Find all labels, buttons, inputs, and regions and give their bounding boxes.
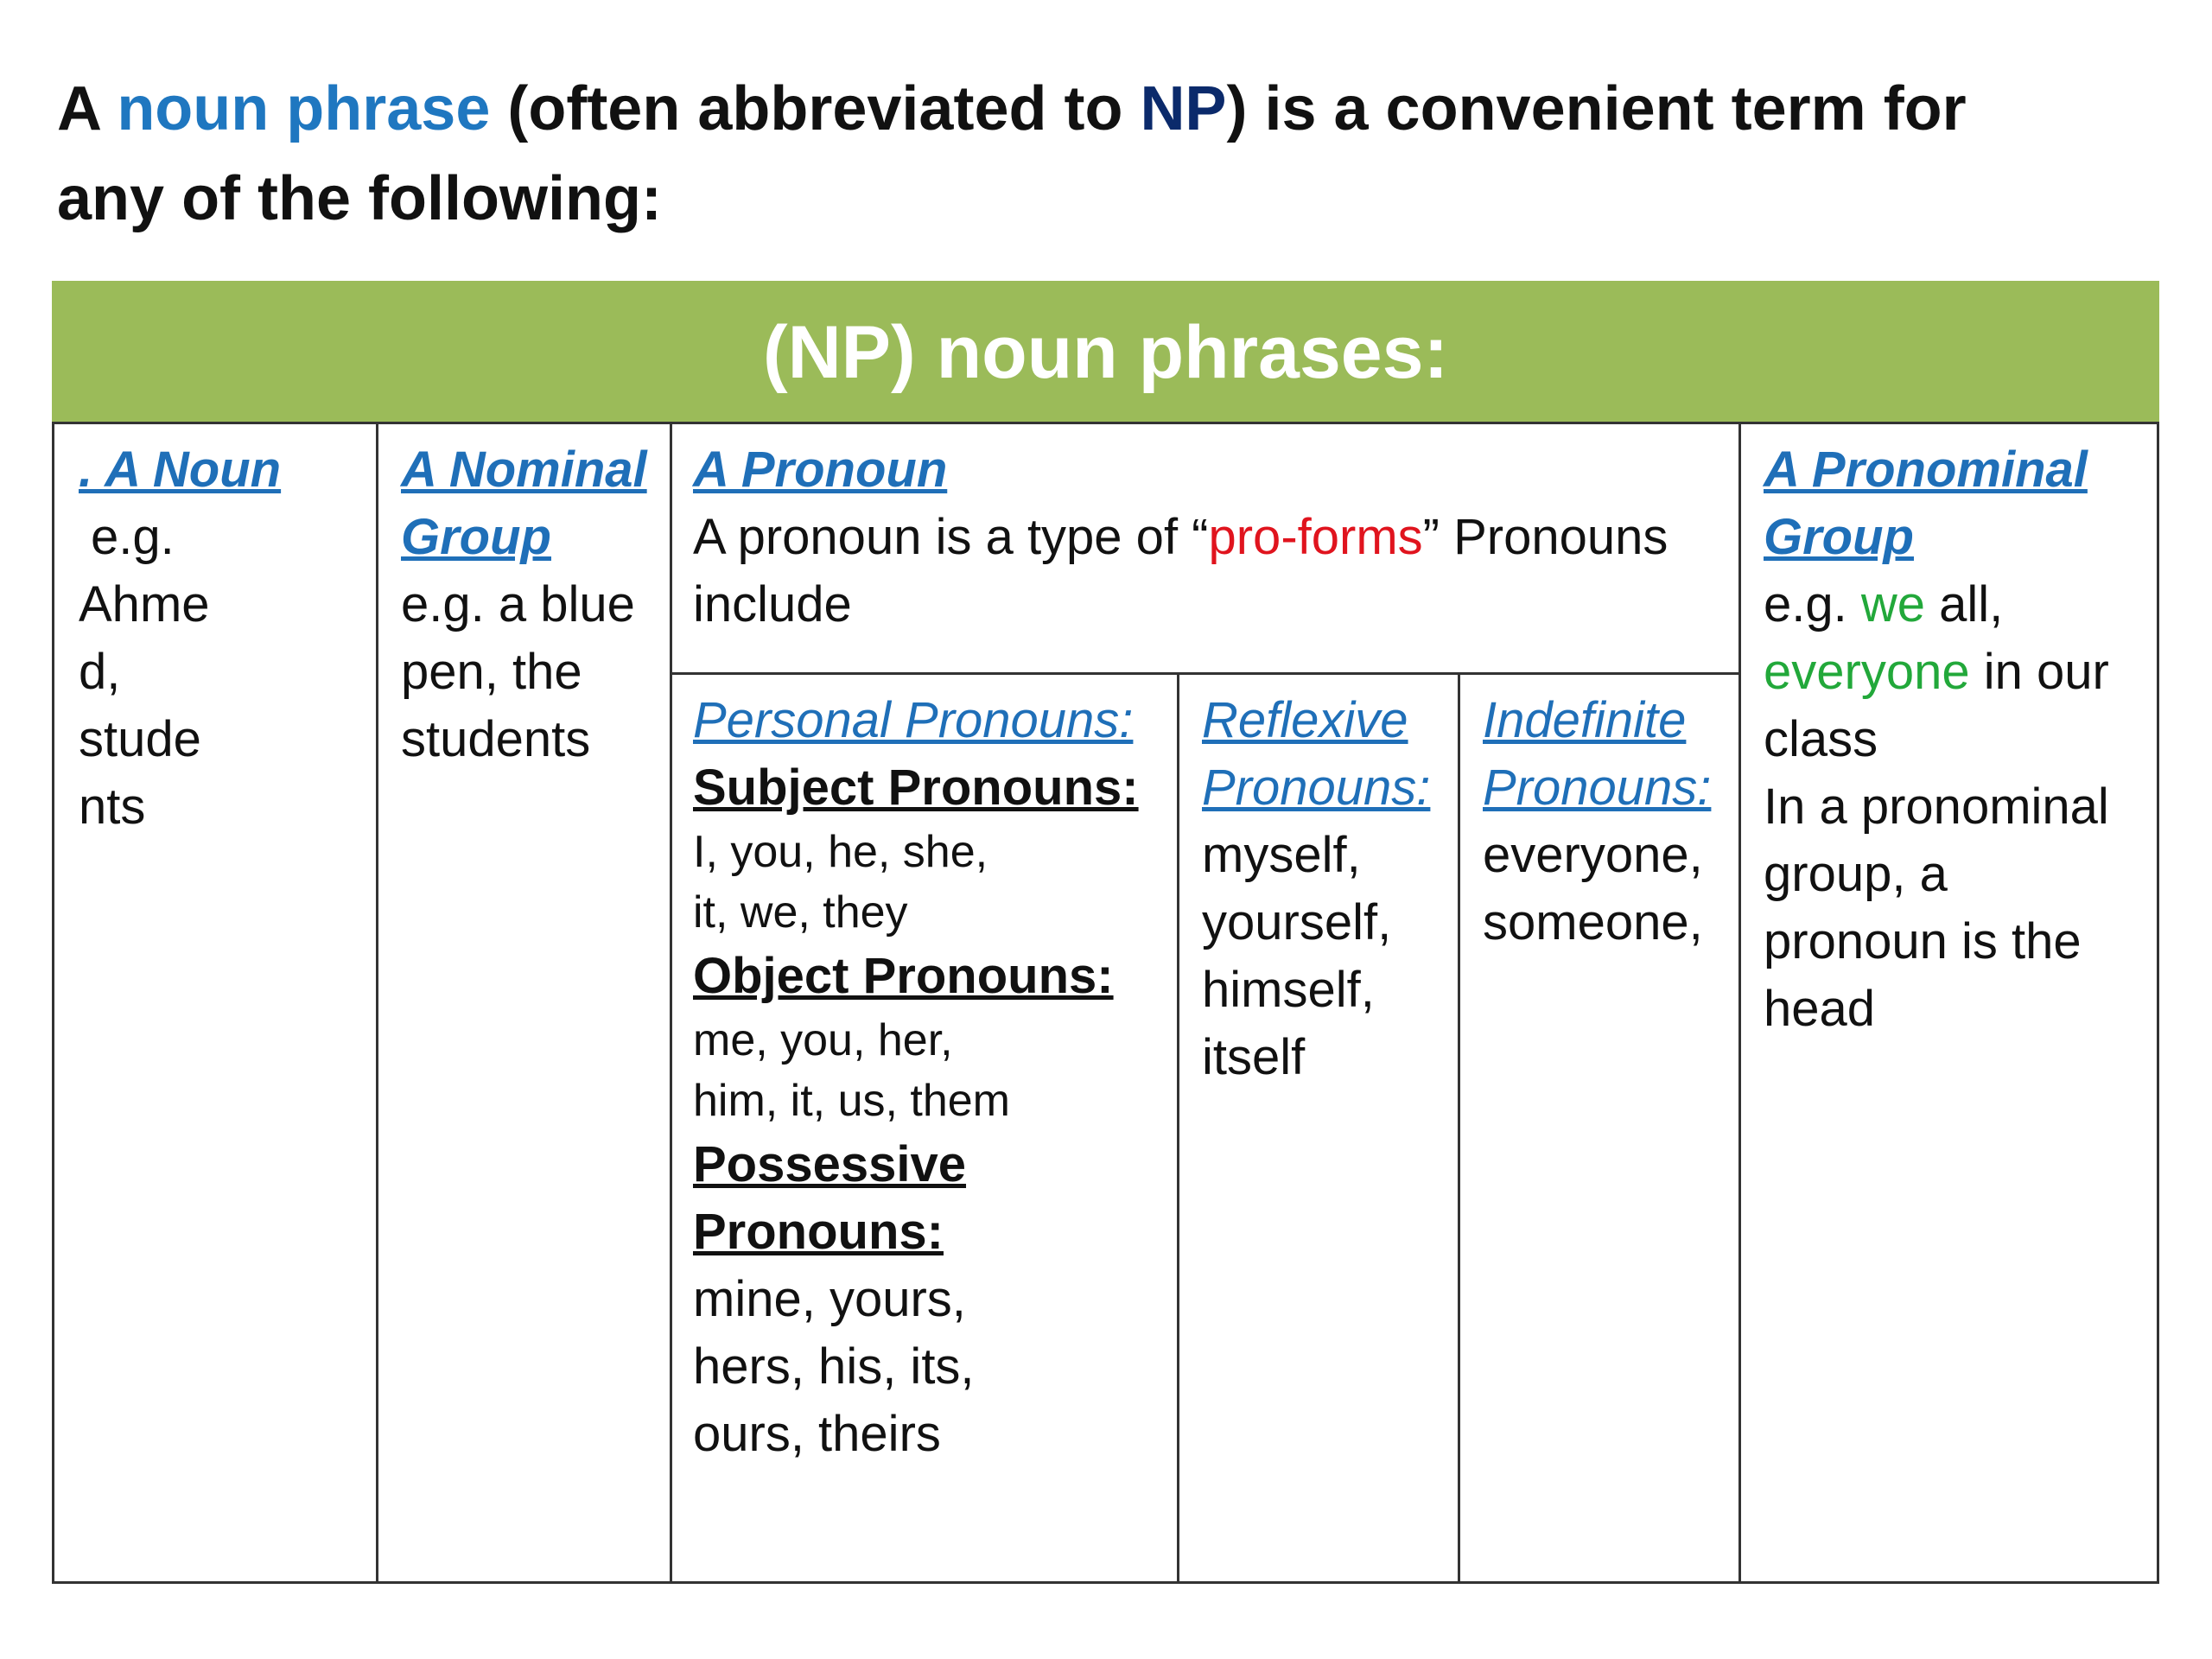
title-line-2: any of the following: <box>57 164 662 233</box>
nominal-group-heading-line-1: A Nominal <box>401 442 647 498</box>
title-noun-phrase: noun phrase <box>117 74 491 143</box>
subject-pronouns-line-1: I, you, he, she, <box>693 827 988 877</box>
pronominal-group-heading-line-1: A Pronominal <box>1764 442 2088 498</box>
pronoun-desc-before: A pronoun is a type of “ <box>693 509 1209 565</box>
pronoun-header-cell <box>671 423 1740 674</box>
nominal-group-heading-link[interactable] <box>401 436 647 571</box>
pronominal-desc-line-3: pronoun is the <box>1764 913 2082 969</box>
nominal-group-column <box>378 423 671 1583</box>
nominal-group-line-1: e.g. a blue <box>401 576 635 632</box>
possessive-pronouns-line-3: ours, theirs <box>693 1406 941 1462</box>
nominal-group-line-2: pen, the <box>401 644 582 700</box>
possessive-pronouns-heading <box>693 1131 966 1266</box>
noun-line-1: e.g. <box>91 509 175 565</box>
pronoun-desc-highlight: pro-forms <box>1208 509 1423 565</box>
reflexive-line-1: myself, <box>1202 827 1361 883</box>
pronoun-heading-link[interactable]: A Pronoun <box>693 442 948 498</box>
pronominal-group-heading-link[interactable] <box>1764 436 2088 571</box>
object-pronouns-heading: Object Pronouns: <box>693 948 1114 1004</box>
indefinite-pronouns-cell <box>1459 674 1740 1583</box>
pronominal-desc-line-2: group, a <box>1764 846 1948 902</box>
reflexive-pronouns-heading-link[interactable] <box>1202 687 1430 822</box>
noun-line-3: d, <box>79 644 121 700</box>
reflexive-line-4: itself <box>1202 1029 1306 1085</box>
reflexive-pronouns-cell <box>1179 674 1459 1583</box>
table-banner: (NP) noun phrases: <box>54 283 2158 423</box>
pronoun-desc-after: ” Pronouns include <box>693 509 1669 632</box>
indefinite-line-2: someone, <box>1483 894 1703 950</box>
pronominal-eg-prefix: e.g. <box>1764 576 1861 632</box>
indefinite-pronouns-heading-link[interactable] <box>1483 687 1711 822</box>
noun-line-4: stude <box>79 711 201 767</box>
noun-line-2: Ahme <box>79 576 210 632</box>
reflexive-heading-line-2: Pronouns: <box>1202 760 1431 816</box>
noun-heading-link[interactable]: . A Noun <box>79 442 282 498</box>
subject-pronouns-line-2: it, we, they <box>693 887 908 938</box>
pronominal-eg-rest: in our <box>1969 644 2109 700</box>
title-text-1: A <box>57 74 118 143</box>
nominal-group-line-3: students <box>401 711 591 767</box>
title-text-3: ) is a convenient term for <box>1226 74 1967 143</box>
noun-phrase-table <box>52 281 2159 1584</box>
object-pronouns-line-1: me, you, her, <box>693 1015 953 1065</box>
personal-pronouns-cell <box>671 674 1179 1583</box>
possessive-pronouns-line-2: hers, his, its, <box>693 1338 975 1395</box>
pronominal-desc-line-1: In a pronominal <box>1764 779 2109 835</box>
pronominal-desc-line-4: head <box>1764 981 1876 1037</box>
pronominal-eg-we: we <box>1860 576 1926 632</box>
indefinite-heading-line-2: Pronouns: <box>1483 760 1712 816</box>
indefinite-heading-line-1: Indefinite <box>1483 692 1687 748</box>
pronominal-eg-all: all, <box>1925 576 2004 632</box>
pronominal-group-column <box>1740 423 2158 1583</box>
nominal-group-heading-line-2: Group <box>401 509 551 565</box>
possessive-heading-line-2: Pronouns: <box>693 1204 944 1260</box>
pronominal-group-everyone-line <box>1764 639 2139 706</box>
reflexive-line-3: himself, <box>1202 962 1375 1018</box>
title-text-2: (often abbreviated to <box>490 74 1141 143</box>
pronoun-description <box>693 504 1721 639</box>
pronominal-eg-class: class <box>1764 711 1878 767</box>
indefinite-line-1: everyone, <box>1483 827 1703 883</box>
pronominal-group-heading-line-2: Group <box>1764 509 1914 565</box>
personal-pronouns-heading-link[interactable]: Personal Pronouns: <box>693 692 1134 748</box>
pronominal-group-eg-line <box>1764 571 2139 639</box>
reflexive-heading-line-1: Reflexive <box>1202 692 1408 748</box>
noun-column <box>54 423 378 1583</box>
object-pronouns-line-2: him, it, us, them <box>693 1076 1010 1126</box>
reflexive-line-2: yourself, <box>1202 894 1392 950</box>
noun-line-5: nts <box>79 779 146 835</box>
title-np: NP <box>1140 74 1227 143</box>
pronominal-eg-everyone: everyone <box>1764 644 1970 700</box>
slide-title <box>57 64 2148 244</box>
subject-pronouns-heading: Subject Pronouns: <box>693 760 1139 816</box>
possessive-pronouns-line-1: mine, yours, <box>693 1271 966 1327</box>
possessive-heading-line-1: Possessive <box>693 1136 967 1192</box>
